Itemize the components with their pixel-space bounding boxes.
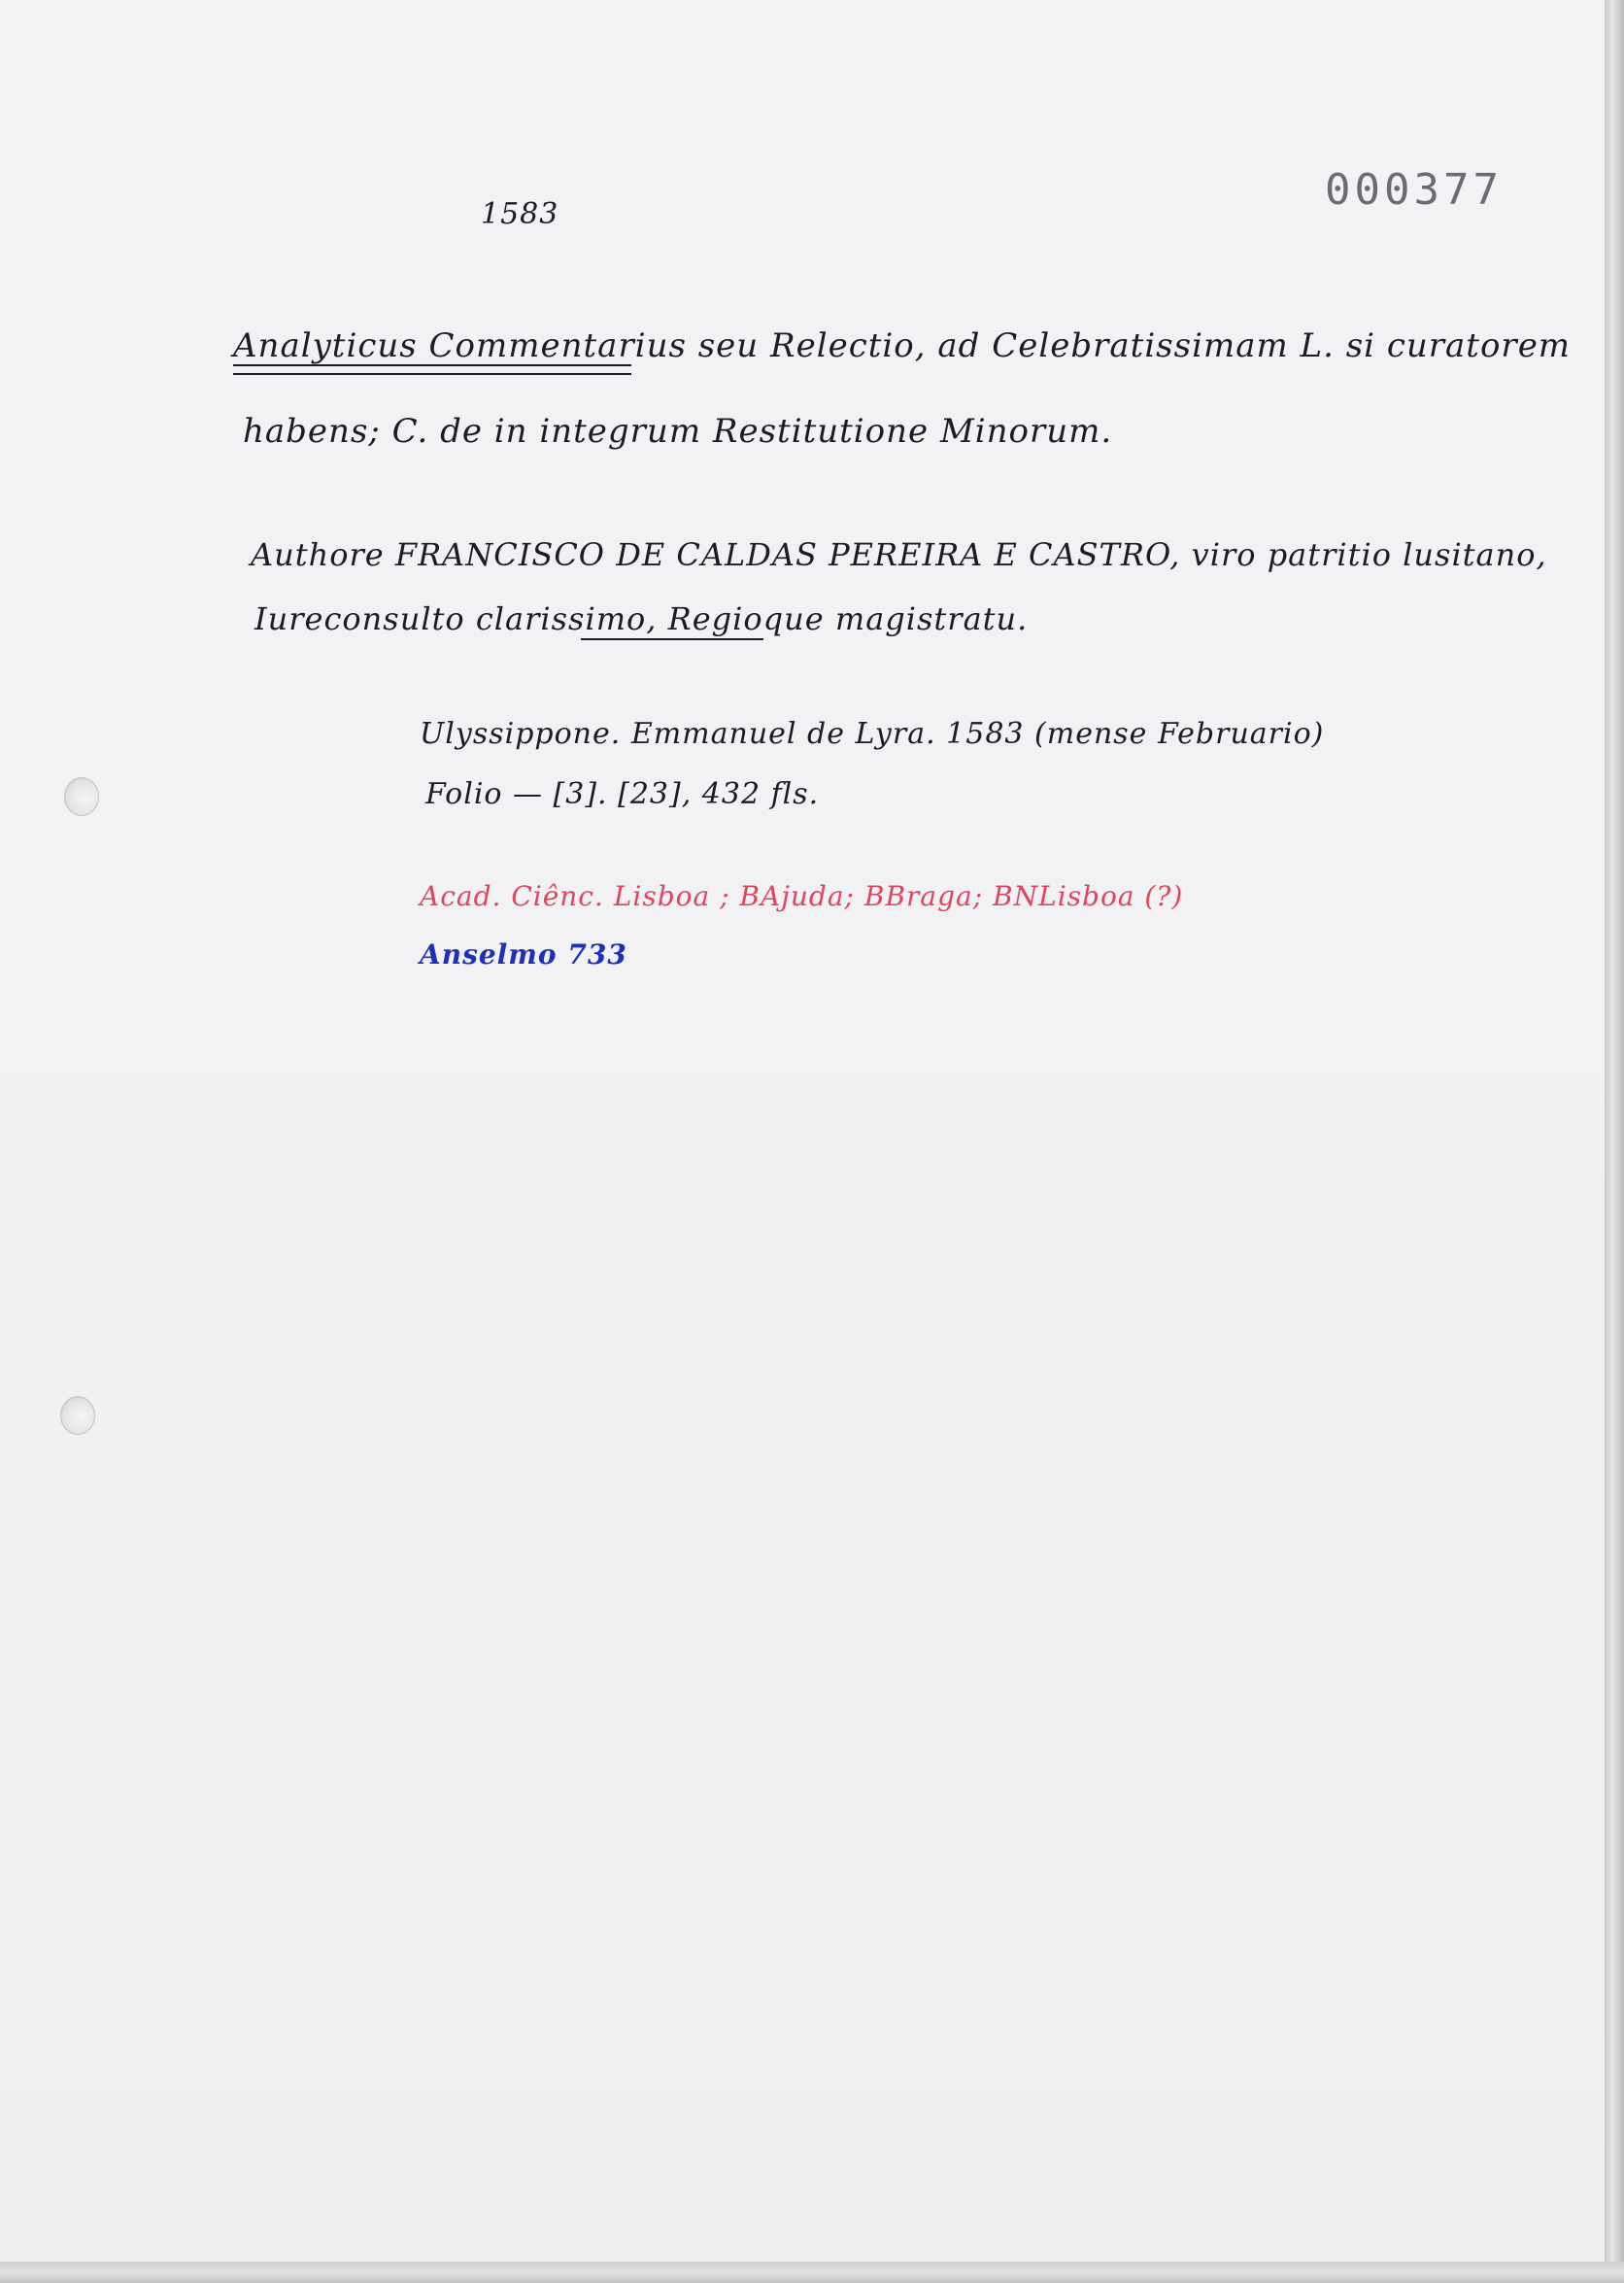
year-label: 1583 bbox=[481, 197, 559, 231]
scan-right-edge bbox=[1605, 0, 1624, 2283]
title-line-1: Analyticus Commentarius seu Relectio, ad Celebratissimam L. si curatorem bbox=[233, 326, 1572, 365]
author-underline bbox=[581, 638, 763, 640]
punch-hole-icon bbox=[64, 777, 99, 816]
punch-hole-icon bbox=[60, 1396, 95, 1435]
holdings-line: Acad. Ciênc. Lisboa ; BAjuda; BBraga; BNLisboa (?) bbox=[420, 880, 1184, 912]
author-line-2: Iureconsulto clarissimo, Regioque magistratu. bbox=[254, 600, 1029, 637]
imprint-line: Ulyssippone. Emmanuel de Lyra. 1583 (mense Februario) bbox=[420, 717, 1325, 751]
title-line-2: habens; C. de in integrum Restitutione Minorum. bbox=[243, 412, 1113, 451]
author-line-1: Authore FRANCISCO DE CALDAS PEREIRA E CASTRO, viro patritio lusitano, bbox=[251, 536, 1547, 573]
format-line: Folio — [3]. [23], 432 fls. bbox=[425, 777, 820, 811]
title-double-underline bbox=[233, 364, 631, 375]
scan-bottom-edge bbox=[0, 2262, 1624, 2283]
reference-line: Anselmo 733 bbox=[420, 938, 627, 971]
stamp-number: 000377 bbox=[1325, 165, 1503, 215]
